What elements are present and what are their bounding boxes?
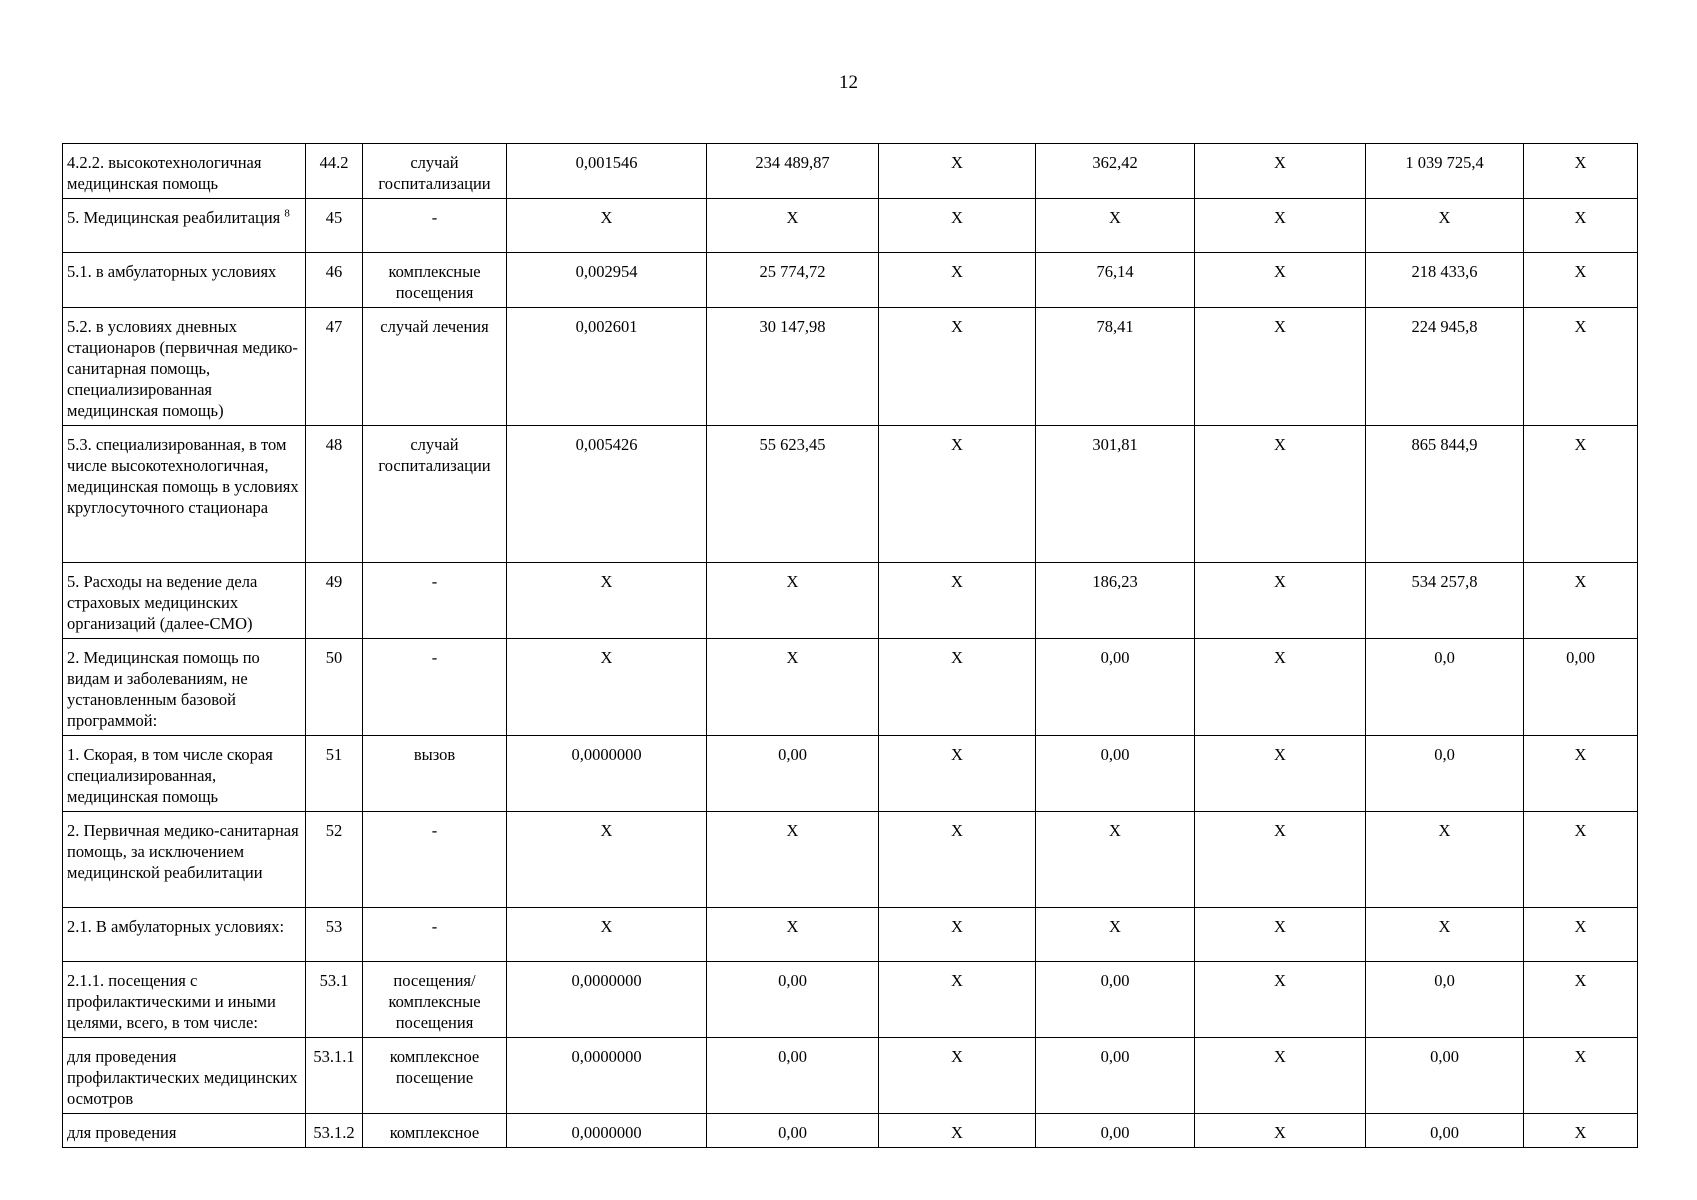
table-row	[63, 908, 1638, 962]
total-cost-cell	[1366, 639, 1524, 736]
col10-text: X	[1574, 971, 1587, 990]
col6-text: X	[951, 917, 963, 936]
per-capita-cell	[1036, 144, 1195, 199]
cost-per-unit-cell	[707, 639, 879, 736]
col10-text: X	[1574, 317, 1587, 336]
volume-cell	[507, 308, 707, 426]
per-capita-cell	[1036, 639, 1195, 736]
col10-text: X	[1574, 1047, 1587, 1066]
col6-cell	[879, 812, 1036, 908]
cost-per-unit-text: X	[786, 208, 799, 227]
page-number: 12	[839, 72, 858, 93]
volume-text: X	[600, 648, 613, 667]
col10-text: X	[1574, 153, 1587, 172]
row-name-cell	[63, 812, 306, 908]
total-cost-cell	[1366, 962, 1524, 1038]
unit-cell	[363, 563, 507, 639]
per-capita-cell	[1036, 199, 1195, 253]
unit-text: случай госпитализации	[378, 153, 491, 193]
per-capita-text: X	[1109, 208, 1121, 227]
row-number-cell	[306, 426, 363, 563]
row-name-cell	[63, 253, 306, 308]
table-row	[63, 308, 1638, 426]
col10-cell	[1524, 962, 1638, 1038]
total-cost-text: X	[1438, 917, 1451, 936]
volume-cell	[507, 812, 707, 908]
col6-text: X	[951, 572, 963, 591]
total-cost-cell	[1366, 1114, 1524, 1148]
table-row	[63, 1114, 1638, 1148]
table-row	[63, 426, 1638, 563]
col8-text: X	[1274, 971, 1286, 990]
col6-text: X	[951, 821, 963, 840]
row-name-text: 4.2.2. высокотехнологичная медицинская помощь	[67, 153, 262, 193]
col8-text: X	[1274, 262, 1286, 281]
col10-cell	[1524, 1038, 1638, 1114]
total-cost-cell	[1366, 736, 1524, 812]
col8-text: X	[1274, 317, 1286, 336]
col6-cell	[879, 736, 1036, 812]
col6-cell	[879, 1114, 1036, 1148]
table-row	[63, 812, 1638, 908]
total-cost-text: 224 945,8	[1411, 317, 1478, 336]
row-name-cell	[63, 1114, 306, 1148]
row-number-text: 52	[325, 821, 343, 840]
col6-cell	[879, 563, 1036, 639]
row-number-text: 53.1.2	[313, 1123, 355, 1142]
volume-cell	[507, 426, 707, 563]
col6-cell	[879, 962, 1036, 1038]
col8-cell	[1195, 1038, 1366, 1114]
unit-cell	[363, 736, 507, 812]
col10-text: X	[1574, 745, 1587, 764]
col6-cell	[879, 199, 1036, 253]
unit-cell	[363, 1114, 507, 1148]
per-capita-cell	[1036, 1038, 1195, 1114]
total-cost-cell	[1366, 908, 1524, 962]
row-number-text: 49	[325, 572, 343, 591]
row-number-cell	[306, 253, 363, 308]
volume-cell	[507, 253, 707, 308]
col6-text: X	[951, 1123, 963, 1142]
col6-text: X	[951, 262, 963, 281]
total-cost-cell	[1366, 253, 1524, 308]
volume-text: 0,001546	[575, 153, 638, 172]
row-number-cell	[306, 908, 363, 962]
volume-text: 0,002601	[575, 317, 638, 336]
table-row	[63, 736, 1638, 812]
row-name-text: 2.1.1. посещения с профилактическими и иными целями, всего, в том числе:	[67, 971, 276, 1032]
row-name-cell	[63, 308, 306, 426]
volume-text: 0,0000000	[571, 745, 642, 764]
cost-per-unit-text: X	[786, 572, 799, 591]
row-number-cell	[306, 563, 363, 639]
col10-cell	[1524, 426, 1638, 563]
total-cost-cell	[1366, 308, 1524, 426]
per-capita-cell	[1036, 563, 1195, 639]
unit-cell	[363, 908, 507, 962]
per-capita-text: X	[1109, 917, 1121, 936]
col6-text: X	[951, 1047, 963, 1066]
row-number-cell	[306, 308, 363, 426]
col8-text: X	[1274, 572, 1286, 591]
unit-cell	[363, 812, 507, 908]
cost-per-unit-cell	[707, 426, 879, 563]
unit-cell	[363, 962, 507, 1038]
cost-per-unit-cell	[707, 253, 879, 308]
table-row	[63, 1038, 1638, 1114]
total-cost-text: 0,00	[1430, 1047, 1459, 1066]
col8-cell	[1195, 253, 1366, 308]
col8-cell	[1195, 199, 1366, 253]
row-number-text: 53.1	[319, 971, 349, 990]
cost-per-unit-cell	[707, 908, 879, 962]
table-row	[63, 144, 1638, 199]
col6-text: X	[951, 208, 963, 227]
row-name-text: для проведения профилактических медицинских осмотров	[67, 1047, 298, 1108]
row-number-cell	[306, 144, 363, 199]
per-capita-cell	[1036, 908, 1195, 962]
col10-text: X	[1574, 435, 1587, 454]
col10-text: X	[1574, 208, 1587, 227]
cost-per-unit-text: X	[786, 648, 799, 667]
volume-cell	[507, 639, 707, 736]
cost-per-unit-cell	[707, 1038, 879, 1114]
total-cost-cell	[1366, 199, 1524, 253]
row-number-text: 45	[325, 208, 343, 227]
cost-per-unit-cell	[707, 1114, 879, 1148]
total-cost-text: 0,0	[1434, 745, 1455, 764]
row-name-text: 5. Расходы на ведение дела страховых медицинских организаций (далее-СМО)	[67, 572, 258, 633]
total-cost-text: 1 039 725,4	[1405, 153, 1484, 172]
cost-per-unit-text: 25 774,72	[759, 262, 826, 281]
col10-text: X	[1574, 1123, 1587, 1142]
total-cost-text: 0,0	[1434, 648, 1455, 667]
volume-text: X	[600, 208, 613, 227]
col6-cell	[879, 908, 1036, 962]
row-name-text: 2.1. В амбулаторных условиях:	[67, 917, 285, 936]
col10-cell	[1524, 144, 1638, 199]
total-cost-text: 534 257,8	[1411, 572, 1478, 591]
row-number-text: 53	[325, 917, 343, 936]
volume-text: X	[600, 572, 613, 591]
per-capita-text: 186,23	[1092, 572, 1138, 591]
row-name-text: 5.3. специализированная, в том числе высокотехнологичная, медицинская помощь в условиях круглосуточного стационара	[67, 435, 299, 517]
unit-cell	[363, 199, 507, 253]
per-capita-text: 0,00	[1100, 971, 1130, 990]
row-name-cell	[63, 426, 306, 563]
unit-text: посещения/комплексные посещения	[388, 971, 481, 1032]
row-name-cell	[63, 563, 306, 639]
col8-text: X	[1274, 435, 1286, 454]
col6-cell	[879, 1038, 1036, 1114]
per-capita-cell	[1036, 736, 1195, 812]
row-number-text: 46	[325, 262, 343, 281]
unit-text: случай лечения	[380, 317, 489, 336]
cost-per-unit-text: X	[786, 917, 799, 936]
unit-text: -	[431, 821, 438, 840]
volume-text: 0,005426	[575, 435, 638, 454]
row-name-text: 5.2. в условиях дневных стационаров (первичная медико-санитарная помощь, специализированная медицинская помощь)	[67, 317, 298, 420]
cost-per-unit-text: 0,00	[778, 745, 807, 764]
unit-text: случай госпитализации	[378, 435, 491, 475]
row-name-cell	[63, 1038, 306, 1114]
unit-text: -	[431, 648, 438, 667]
table-row	[63, 199, 1638, 253]
unit-cell	[363, 144, 507, 199]
volume-cell	[507, 199, 707, 253]
row-name-text: 5. Медицинская реабилитация	[67, 208, 281, 227]
row-number-text: 50	[325, 648, 343, 667]
per-capita-cell	[1036, 1114, 1195, 1148]
row-number-cell	[306, 1114, 363, 1148]
unit-cell	[363, 639, 507, 736]
col6-text: X	[951, 435, 963, 454]
col6-cell	[879, 426, 1036, 563]
col10-cell	[1524, 253, 1638, 308]
volume-cell	[507, 908, 707, 962]
col10-cell	[1524, 308, 1638, 426]
col10-cell	[1524, 1114, 1638, 1148]
col6-cell	[879, 639, 1036, 736]
volume-cell	[507, 736, 707, 812]
col10-cell	[1524, 736, 1638, 812]
unit-text: -	[431, 572, 438, 591]
unit-text: вызов	[413, 745, 456, 764]
unit-text: комплексные посещения	[388, 262, 481, 302]
cost-per-unit-text: 30 147,98	[759, 317, 826, 336]
per-capita-cell	[1036, 426, 1195, 563]
total-cost-cell	[1366, 812, 1524, 908]
per-capita-cell	[1036, 962, 1195, 1038]
col10-text: X	[1574, 917, 1587, 936]
col10-cell	[1524, 199, 1638, 253]
total-cost-text: X	[1438, 208, 1451, 227]
per-capita-text: 362,42	[1092, 153, 1138, 172]
cost-per-unit-cell	[707, 812, 879, 908]
col8-cell	[1195, 736, 1366, 812]
row-number-cell	[306, 962, 363, 1038]
table-body	[63, 144, 1638, 1148]
col8-cell	[1195, 144, 1366, 199]
col10-text: X	[1574, 262, 1587, 281]
unit-text: комплексное посещение	[389, 1047, 480, 1087]
row-name-text: для проведения	[67, 1123, 177, 1142]
col6-text: X	[951, 745, 963, 764]
row-name-text: 5.1. в амбулаторных условиях	[67, 262, 277, 281]
cost-per-unit-text: 0,00	[778, 1047, 807, 1066]
total-cost-text: 865 844,9	[1411, 435, 1478, 454]
col8-text: X	[1274, 1123, 1286, 1142]
col8-text: X	[1274, 153, 1286, 172]
unit-cell	[363, 308, 507, 426]
row-name-text: 2. Первичная медико-санитарная помощь, за исключением медицинской реабилитации	[67, 821, 299, 882]
col8-cell	[1195, 908, 1366, 962]
per-capita-cell	[1036, 308, 1195, 426]
per-capita-text: 0,00	[1100, 1123, 1130, 1142]
col8-cell	[1195, 1114, 1366, 1148]
cost-per-unit-text: 0,00	[778, 1123, 807, 1142]
row-name-cell	[63, 144, 306, 199]
row-name-cell	[63, 199, 306, 253]
row-number-text: 48	[325, 435, 343, 454]
col8-cell	[1195, 308, 1366, 426]
per-capita-cell	[1036, 812, 1195, 908]
col10-cell	[1524, 639, 1638, 736]
row-name-cell	[63, 908, 306, 962]
table-row	[63, 962, 1638, 1038]
total-cost-cell	[1366, 144, 1524, 199]
cost-per-unit-cell	[707, 563, 879, 639]
col8-text: X	[1274, 648, 1286, 667]
row-name-cell	[63, 639, 306, 736]
per-capita-text: 0,00	[1100, 745, 1130, 764]
footnote-marker: 8	[284, 207, 290, 220]
volume-text: 0,0000000	[571, 1123, 642, 1142]
cost-per-unit-cell	[707, 308, 879, 426]
row-number-text: 47	[325, 317, 343, 336]
row-number-cell	[306, 736, 363, 812]
volume-text: 0,0000000	[571, 971, 642, 990]
volume-cell	[507, 962, 707, 1038]
col6-cell	[879, 308, 1036, 426]
row-name-text: 1. Скорая, в том числе скорая специализированная, медицинская помощь	[67, 745, 273, 806]
col10-text: X	[1574, 821, 1587, 840]
per-capita-text: X	[1109, 821, 1121, 840]
cost-per-unit-text: 234 489,87	[755, 153, 830, 172]
volume-cell	[507, 1038, 707, 1114]
unit-text: комплексное	[389, 1123, 480, 1142]
cost-per-unit-cell	[707, 736, 879, 812]
per-capita-cell	[1036, 253, 1195, 308]
row-number-cell	[306, 812, 363, 908]
col8-cell	[1195, 426, 1366, 563]
volume-cell	[507, 1114, 707, 1148]
cost-per-unit-cell	[707, 962, 879, 1038]
volume-text: 0,002954	[575, 262, 638, 281]
col8-text: X	[1274, 821, 1286, 840]
cost-per-unit-text: 0,00	[778, 971, 807, 990]
col8-text: X	[1274, 745, 1286, 764]
row-number-cell	[306, 199, 363, 253]
per-capita-text: 301,81	[1092, 435, 1138, 454]
total-cost-cell	[1366, 1038, 1524, 1114]
col6-text: X	[951, 317, 963, 336]
col6-text: X	[951, 648, 963, 667]
unit-cell	[363, 1038, 507, 1114]
per-capita-text: 76,14	[1096, 262, 1134, 281]
row-name-cell	[63, 962, 306, 1038]
unit-cell	[363, 426, 507, 563]
total-cost-text: 218 433,6	[1411, 262, 1478, 281]
cost-per-unit-text: X	[786, 821, 799, 840]
row-number-cell	[306, 1038, 363, 1114]
total-cost-text: 0,0	[1434, 971, 1455, 990]
cost-per-unit-cell	[707, 144, 879, 199]
col10-cell	[1524, 812, 1638, 908]
unit-text: -	[431, 917, 438, 936]
row-name-text: 2. Медицинская помощь по видам и заболеваниям, не установленным базовой программой:	[67, 648, 260, 730]
col8-cell	[1195, 563, 1366, 639]
row-name-cell	[63, 736, 306, 812]
col6-text: X	[951, 971, 963, 990]
cost-per-unit-cell	[707, 199, 879, 253]
volume-text: X	[600, 821, 613, 840]
financing-table	[62, 143, 1638, 1148]
per-capita-text: 78,41	[1096, 317, 1134, 336]
per-capita-text: 0,00	[1100, 648, 1130, 667]
col8-text: X	[1274, 917, 1286, 936]
volume-cell	[507, 563, 707, 639]
col6-text: X	[951, 153, 963, 172]
table-row	[63, 253, 1638, 308]
col8-text: X	[1274, 1047, 1286, 1066]
col10-cell	[1524, 563, 1638, 639]
volume-text: 0,0000000	[571, 1047, 642, 1066]
table-row	[63, 563, 1638, 639]
volume-text: X	[600, 917, 613, 936]
unit-cell	[363, 253, 507, 308]
row-number-text: 53.1.1	[313, 1047, 355, 1066]
col10-text: 0,00	[1566, 648, 1595, 667]
cost-per-unit-text: 55 623,45	[759, 435, 826, 454]
col8-cell	[1195, 639, 1366, 736]
row-number-text: 51	[325, 745, 343, 764]
col8-text: X	[1274, 208, 1286, 227]
col8-cell	[1195, 812, 1366, 908]
col8-cell	[1195, 962, 1366, 1038]
row-number-text: 44.2	[319, 153, 349, 172]
total-cost-text: X	[1438, 821, 1451, 840]
total-cost-cell	[1366, 426, 1524, 563]
col6-cell	[879, 144, 1036, 199]
total-cost-cell	[1366, 563, 1524, 639]
table-row	[63, 639, 1638, 736]
col10-cell	[1524, 908, 1638, 962]
row-number-cell	[306, 639, 363, 736]
per-capita-text: 0,00	[1100, 1047, 1130, 1066]
col6-cell	[879, 253, 1036, 308]
unit-text: -	[431, 208, 438, 227]
volume-cell	[507, 144, 707, 199]
total-cost-text: 0,00	[1430, 1123, 1459, 1142]
col10-text: X	[1574, 572, 1587, 591]
